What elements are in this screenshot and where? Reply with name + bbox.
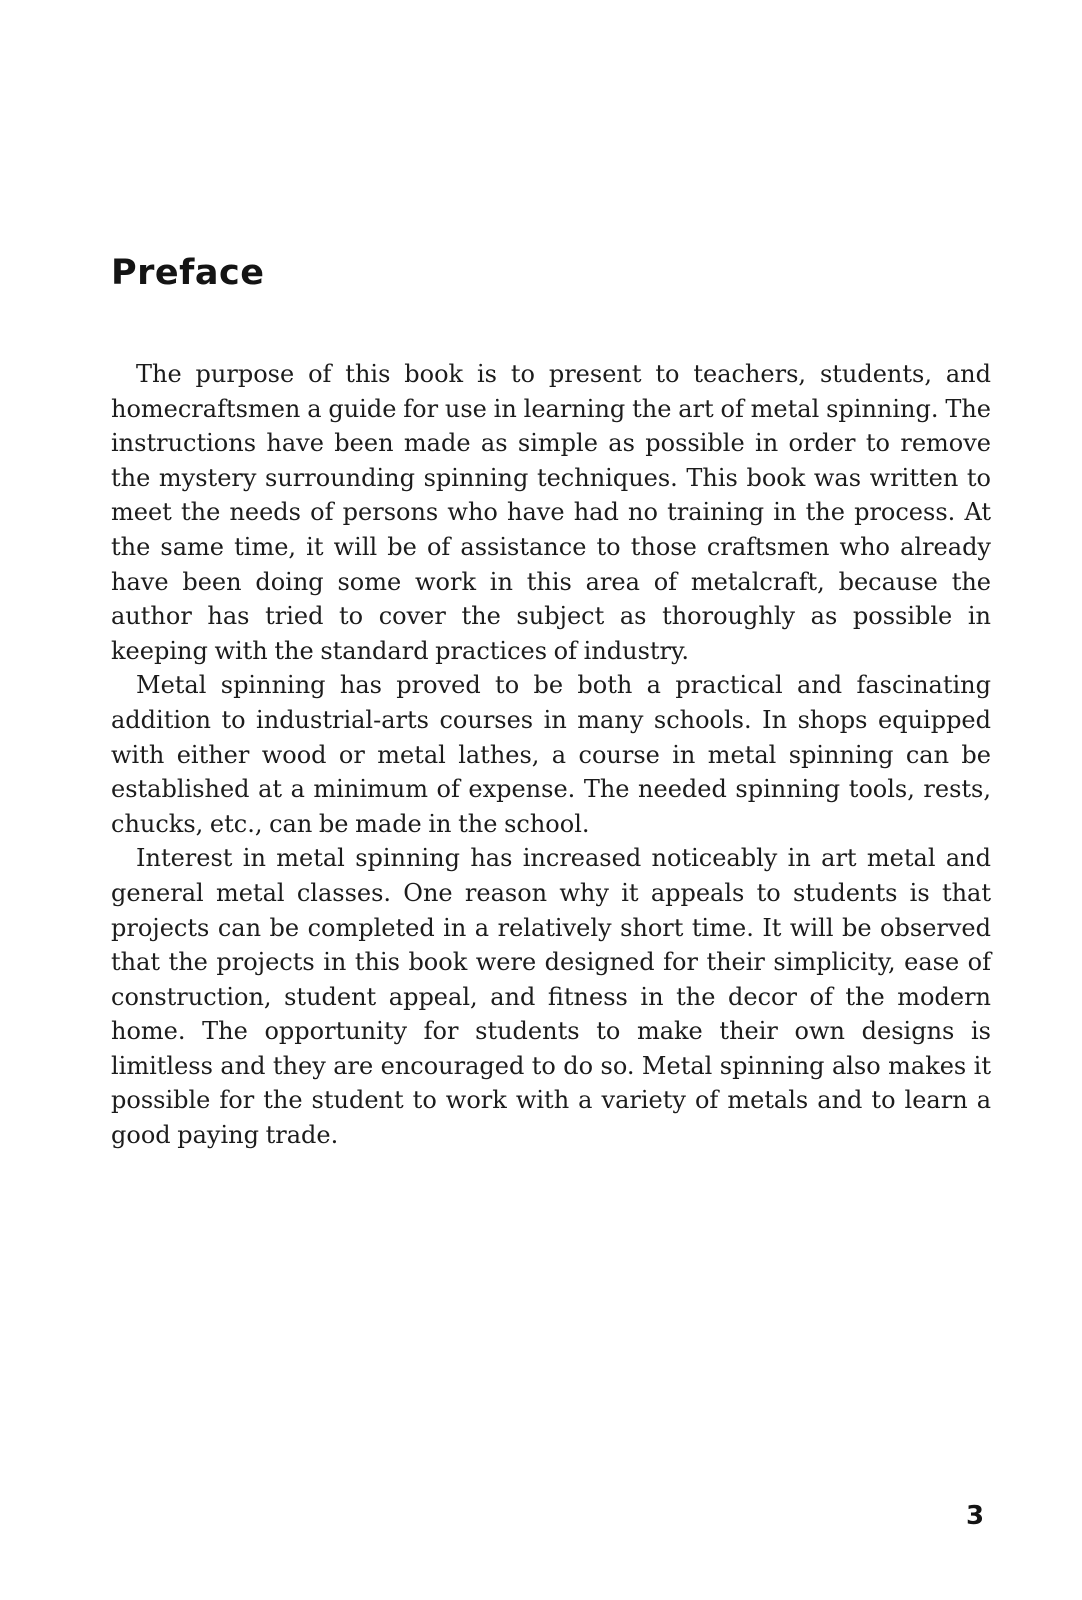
page-title: Preface	[111, 253, 265, 293]
page-number: 3	[966, 1501, 985, 1531]
preface-body	[111, 357, 991, 1153]
paragraph-2: Metal spinning has proved to be both a practical and fascinating addition to industrial-arts courses in many schools. In shops equipped with either wood or metal lathes, a course in metal spinning can be established at a minimum of expense. The needed spinning tools, rests, chucks, etc., can be made in the school.	[111, 671, 991, 838]
paragraph-1: The purpose of this book is to present to teachers, students, and homecraftsmen a guide for use in learning the art of metal spinning. The instructions have been made as simple as possible in order to remove the mystery surrounding spinning techniques. This book was written to meet the needs of persons who have had no training in the process. At the same time, it will be of assistance to those craftsmen who already have been doing some work in this area of metalcraft, because the author has tried to cover the subject as thoroughly as possible in keeping with the standard practices of industry.	[111, 360, 991, 665]
paragraph-3: Interest in metal spinning has increased noticeably in art metal and general metal classes. One reason why it appeals to students is that projects can be completed in a relatively short time. It will be observed that the projects in this book were designed for their simplicity, ease of construction, student appeal, and fitness in the decor of the modern home. The opportunity for students to make their own designs is limitless and they are encouraged to do so. Metal spinning also makes it possible for the student to work with a variety of metals and to learn a good paying trade.	[111, 844, 991, 1150]
